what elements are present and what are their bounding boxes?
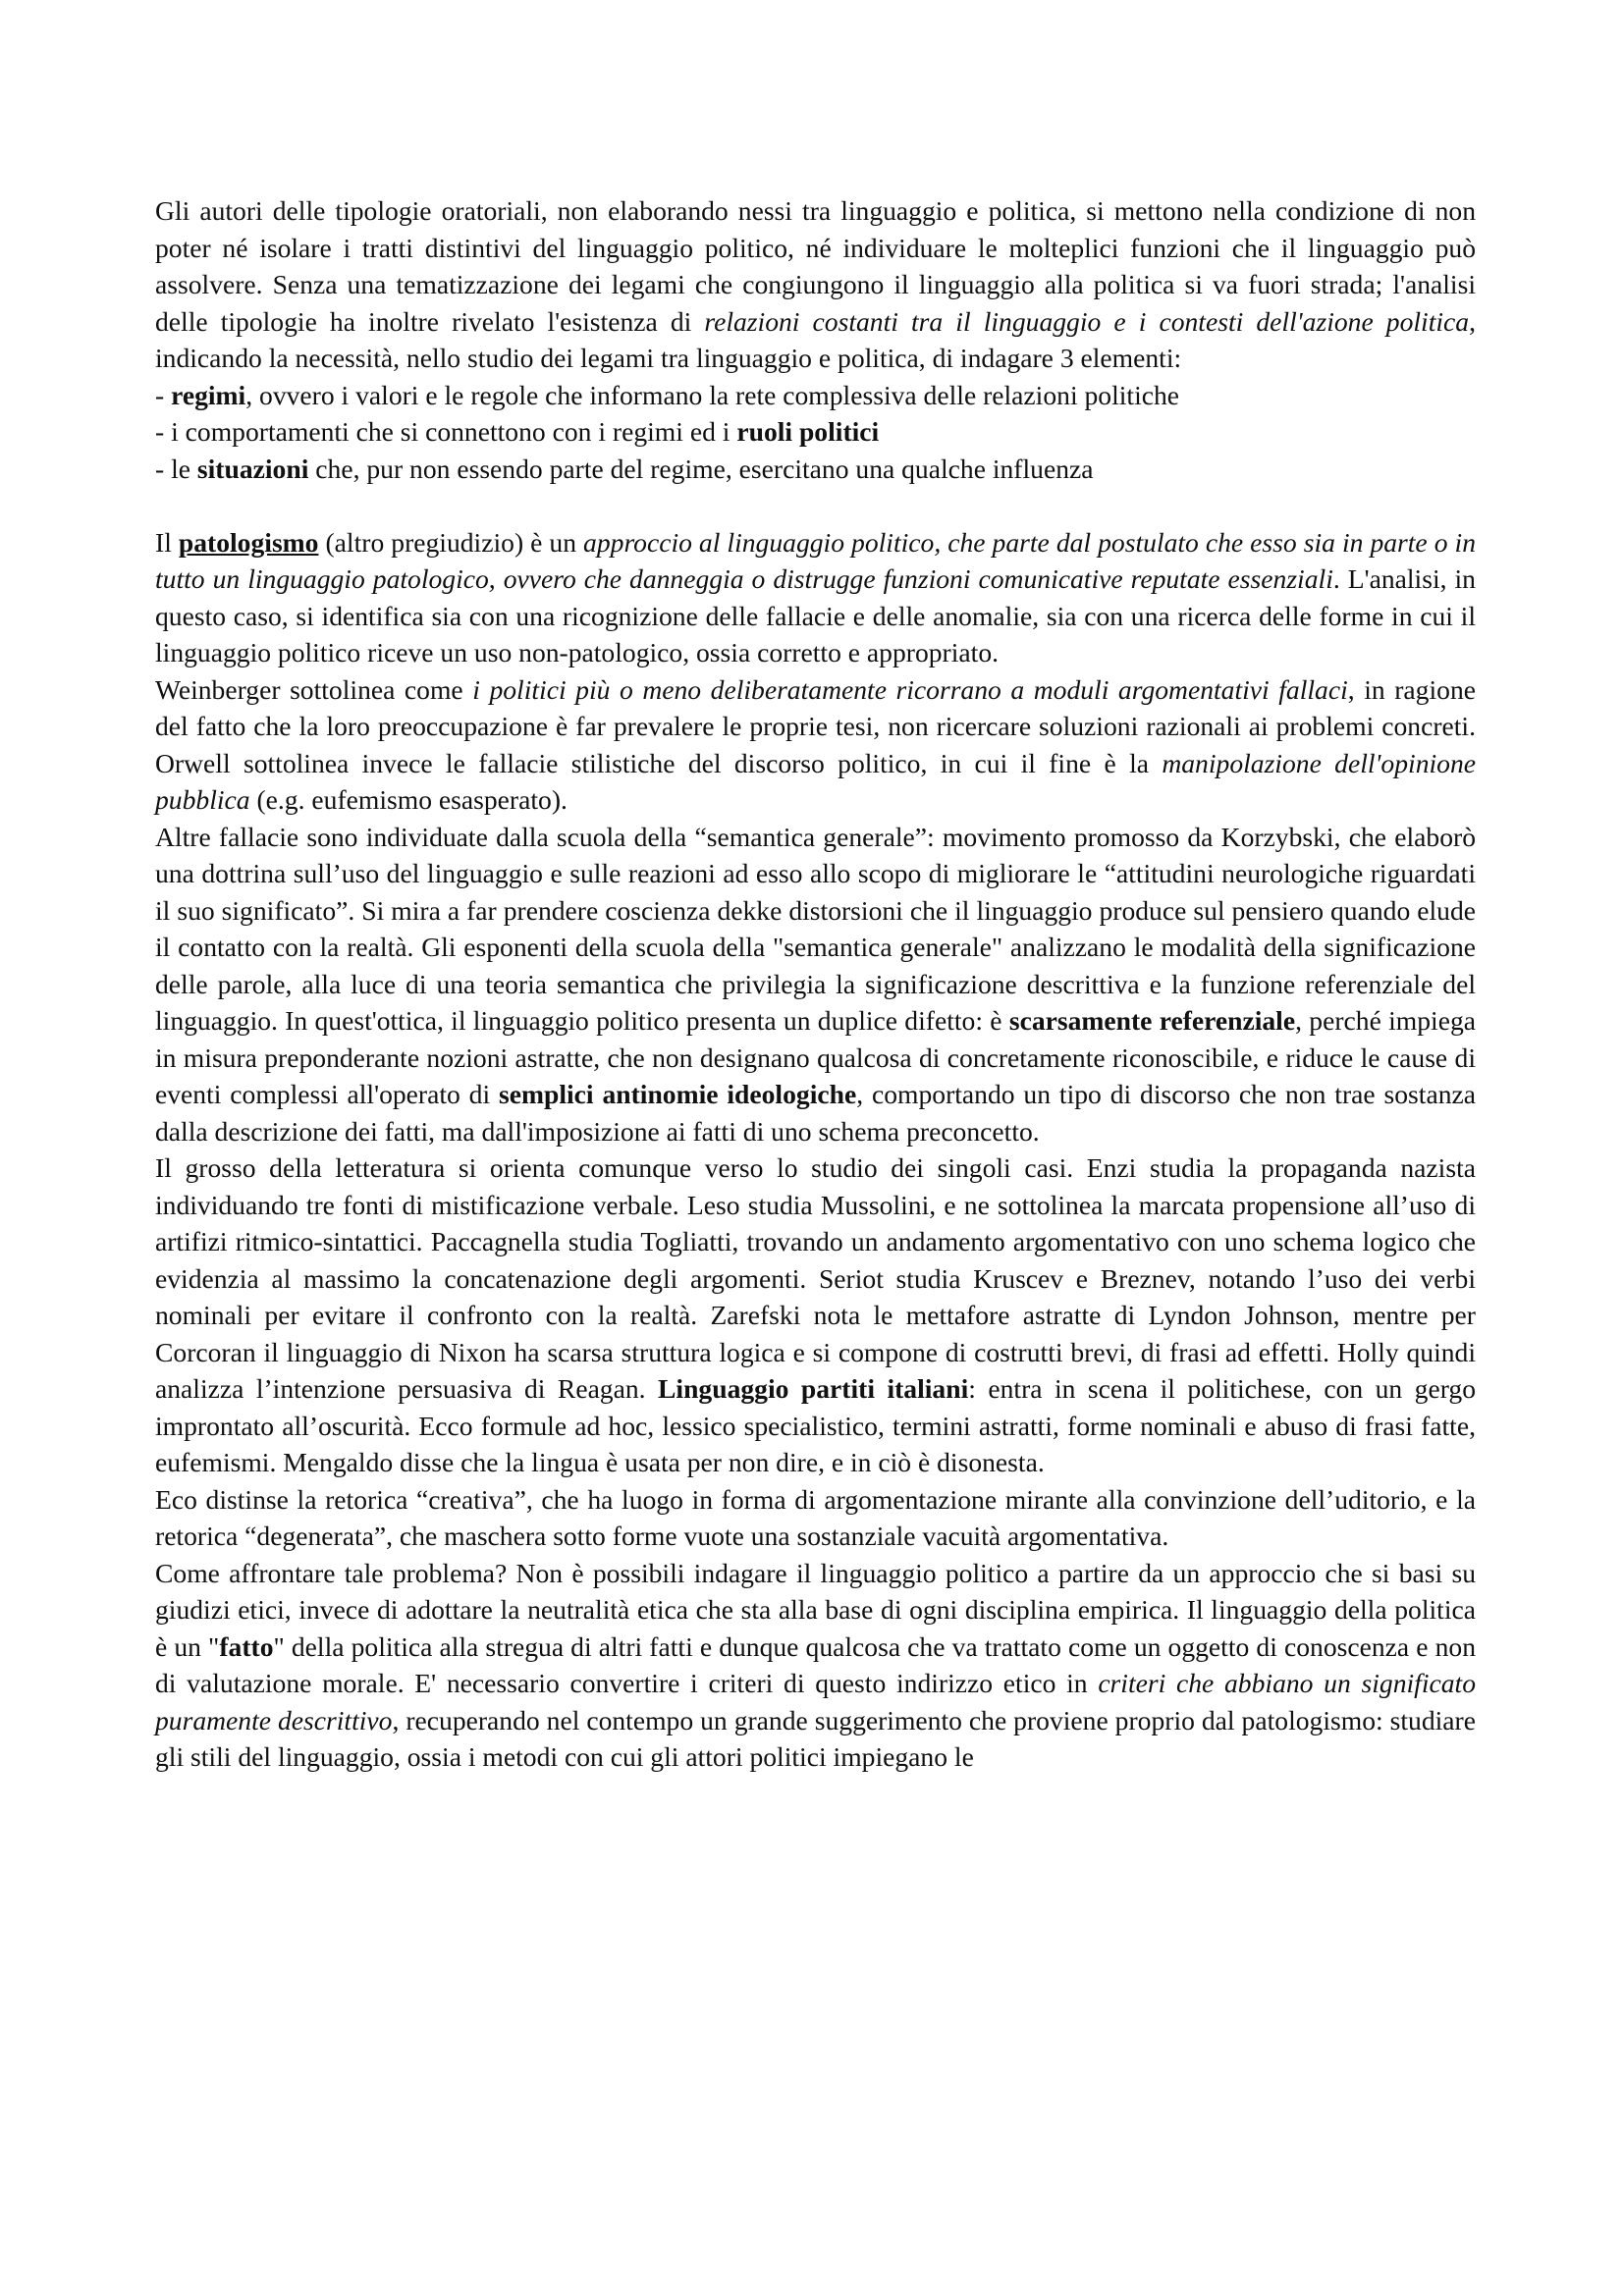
term-regimi: regimi: [171, 379, 246, 410]
paragraph-patologismo: Il patologismo (altro pregiudizio) è un approccio al linguaggio politico, che parte dal postulato che esso sia in parte o in tutto un linguaggio patologico, ovvero che danneggia o distrugge funzioni comunicative reputate essenziali. L'analisi, in questo caso, si identifica sia con una ricognizione delle fallacie e delle anomalie, sia con una ricerca delle forme in cui il linguaggio politico riceve un uso non-patologico, ossia corretto e appropriato.: [155, 526, 1476, 667]
emphasis-relazioni: relazioni costanti tra il linguaggio e i contesti dell'azione politica: [704, 305, 1470, 337]
emphasis-manipolazione: manipolazione dell'opinione pubblica: [155, 747, 1477, 815]
list-item-comportamenti: - i comportamenti che si connettono con i regimi ed i ruoli politici: [155, 416, 880, 447]
paragraph-semantica-generale: Altre fallacie sono individuate dalla scuola della “semantica generale”: movimento promosso da Korzybski, che elaborò una dottrina sull’uso del linguaggio e sulle reazioni ad esso allo scopo di migliorare le “attitudini neurologiche riguardati il suo significato”. Si mira a far prendere coscienza dekke distorsioni che il linguaggio produce sul pensiero quando elude il contatto con la realtà. Gli esponenti della scuola della "semantica generale" analizzano le modalità della significazione delle parole, alla luce di una teoria semantica che privilegia la significazione descrittiva e la funzione referenziale del linguaggio. In quest'ottica, il linguaggio politico presenta un duplice difetto: è scarsamente referenziale, perché impiega in misura preponderante nozioni astratte, che non designano qualcosa di concretamente riconoscibile, e riduce le cause di eventi complessi all'operato di semplici antinomie ideologiche, comportando un tipo di discorso che non trae sostanza dalla descrizione dei fatti, ma dall'imposizione ai fatti di uno schema preconcetto.: [155, 821, 1476, 1147]
term-patologismo: patologismo: [178, 526, 319, 558]
blank-line: [155, 487, 1476, 524]
paragraph-tipologie: Gli autori delle tipologie oratoriali, non elaborando nessi tra linguaggio e politica, si mettono nella condizione di non poter né isolare i tratti distintivi del linguaggio politico, né individuare le molteplici funzioni che il linguaggio può assolvere. Senza una tematizzazione dei legami che congiungono il linguaggio alla politica si va fuori strada; l'analisi delle tipologie ha inoltre rivelato l'esistenza di relazioni costanti tra il linguaggio e i contesti dell'azione politica, indicando la necessità, nello studio dei legami tra linguaggio e politica, di indagare 3 elementi:: [155, 195, 1476, 373]
emphasis-criteri: criteri che abbiano un significato puramente descrittivo: [155, 1668, 1477, 1735]
list-item-regimi: - regimi, ovvero i valori e le regole che informano la rete complessiva delle relazioni politiche: [155, 379, 1180, 410]
list-item-situazioni: - le situazioni che, pur non essendo parte del regime, esercitano una qualche influenza: [155, 453, 1094, 484]
term-fatto: fatto: [219, 1630, 274, 1662]
paragraph-problema: Come affrontare tale problema? Non è possibili indagare il linguaggio politico a partire da un approccio che si basi su giudizi etici, invece di adottare la neutralità etica che sta alla base di ogni disciplina empirica. Il linguaggio della politica è un "fatto" della politica alla stregua di altri fatti e dunque qualcosa che va trattato come un oggetto di conoscenza e non di valutazione morale. E' necessario convertire i criteri di questo indirizzo etico in criteri che abbiano un significato puramente descrittivo, recuperando nel contempo un grande suggerimento che proviene proprio dal patologismo: studiare gli stili del linguaggio, ossia i metodi con cui gli attori politici impiegano le: [155, 1557, 1477, 1772]
document-page: [155, 192, 1476, 1776]
paragraph-eco: Eco distinse la retorica “creativa”, che ha luogo in forma di argomentazione mirante alla convinzione dell’uditorio, e la retorica “degenerata”, che maschera sotto forme vuote una sostanziale vacuità argomentativa.: [155, 1483, 1476, 1551]
term-situazioni: situazioni: [196, 453, 309, 484]
term-ruoli-politici: ruoli politici: [736, 416, 880, 447]
paragraph-weinberger: Weinberger sottolinea come i politici più o meno deliberatamente ricorrano a moduli argomentativi fallaci, in ragione del fatto che la loro preoccupazione è far prevalere le proprie tesi, non ricercare soluzioni razionali ai problemi concreti. Orwell sottolinea invece le fallacie stilistiche del discorso politico, in cui il fine è la manipolazione dell'opinione pubblica (e.g. eufemismo esasperato).: [155, 673, 1477, 815]
emphasis-politici: i politici più o meno deliberatamente ricorrano a moduli argomentativi fallaci: [472, 673, 1348, 705]
term-scarsamente-referenziale: scarsamente referenziale: [1008, 1005, 1296, 1036]
term-linguaggio-partiti: Linguaggio partiti italiani: [658, 1373, 969, 1404]
emphasis-approccio: approccio al linguaggio politico, che parte dal postulato che esso sia in parte o in tutto un linguaggio patologico, ovvero che danneggia o distrugge funzioni comunicative reputate essenziali: [155, 526, 1476, 594]
term-antinomie: semplici antinomie ideologiche: [499, 1079, 857, 1109]
paragraph-singoli-casi: Il grosso della letteratura si orienta comunque verso lo studio dei singoli casi. Enzi studia la propaganda nazista individuando tre fonti di mistificazione verbale. Leso studia Mussolini, e ne sottolinea la marcata propensione all’uso di artifizi ritmico-sintattici. Paccagnella studia Togliatti, trovando un andamento argomentativo con uno schema logico che evidenzia al massimo la concatenazione degli argomenti. Seriot studia Kruscev e Breznev, notando l’uso dei verbi nominali per evitare il confronto con la realtà. Zarefski nota le mettafore astratte di Lyndon Johnson, mentre per Corcoran il linguaggio di Nixon ha scarsa struttura logica e si compone di costrutti brevi, di frasi ad effetti. Holly quindi analizza l’intenzione persuasiva di Reagan. Linguaggio partiti italiani: entra in scena il politichese, con un gergo improntato all’oscurità. Ecco formule ad hoc, lessico specialistico, termini astratti, forme nominali e abuso di frasi fatte, eufemismi. Mengaldo disse che la lingua è usata per non dire, e in ciò è disonesta.: [155, 1152, 1476, 1477]
